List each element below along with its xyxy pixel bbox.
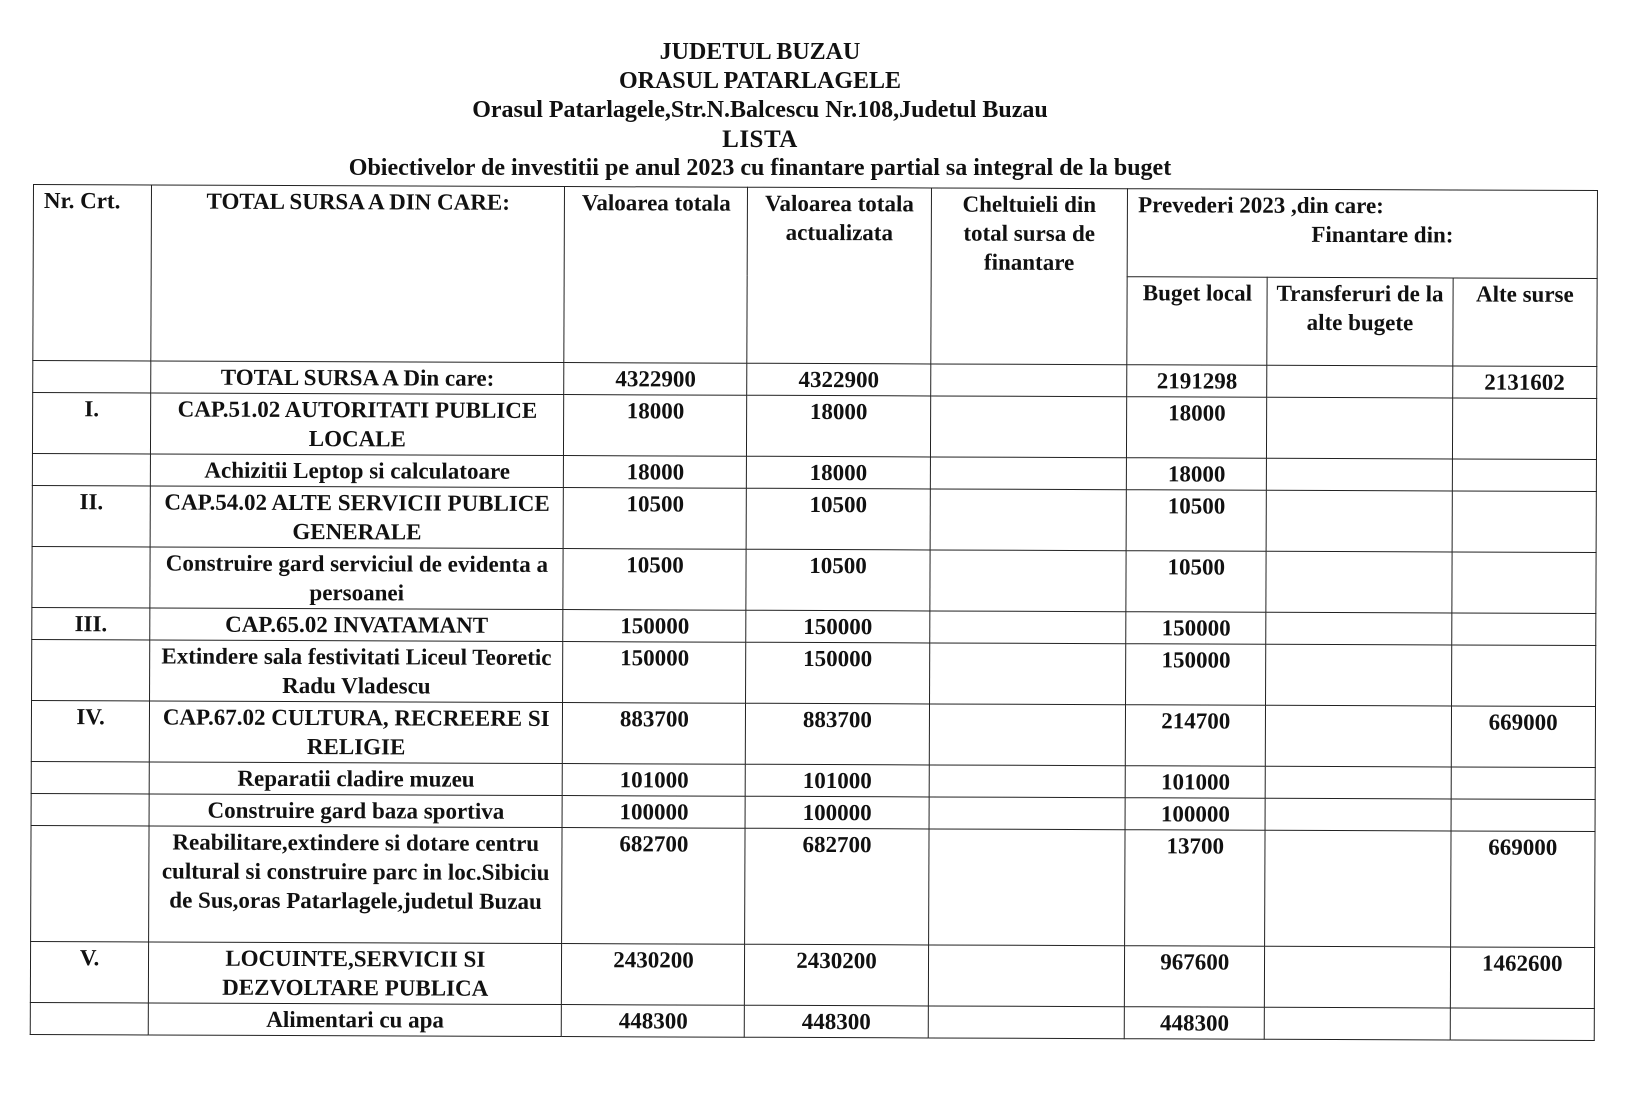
row-valoare-actualizata: 101000 bbox=[746, 764, 929, 797]
row-valoare-totala: 10500 bbox=[563, 549, 746, 611]
row-nr: V. bbox=[30, 941, 148, 1002]
row-cheltuieli bbox=[929, 765, 1126, 798]
table-row bbox=[30, 1002, 1594, 1040]
row-valoare-actualizata: 100000 bbox=[746, 796, 929, 829]
row-nr bbox=[32, 639, 150, 700]
row-nr bbox=[33, 361, 151, 393]
table-row bbox=[32, 393, 1596, 460]
row-valoare-actualizata: 4322900 bbox=[747, 363, 930, 396]
row-valoare-actualizata: 2430200 bbox=[745, 944, 928, 1006]
header-total-sursa: TOTAL SURSA A DIN CARE: bbox=[151, 185, 565, 363]
row-cheltuieli bbox=[929, 611, 1126, 644]
row-nr: III. bbox=[32, 607, 150, 639]
row-alte-surse bbox=[1451, 613, 1596, 646]
row-valoare-totala: 18000 bbox=[564, 395, 747, 457]
row-valoare-totala: 4322900 bbox=[564, 363, 747, 396]
table-row bbox=[32, 639, 1596, 706]
row-valoare-totala: 100000 bbox=[562, 796, 745, 829]
row-alte-surse bbox=[1451, 552, 1596, 614]
row-cheltuieli bbox=[928, 1006, 1125, 1039]
row-valoare-totala: 448300 bbox=[562, 1005, 745, 1038]
header-finantare-din: Finantare din: bbox=[1311, 221, 1454, 248]
row-objective: TOTAL SURSA A Din care: bbox=[151, 361, 564, 395]
header-cheltuieli: Cheltuieli din total sursa de finantare bbox=[930, 188, 1127, 365]
row-buget-local: 10500 bbox=[1126, 551, 1266, 613]
row-cheltuieli bbox=[930, 364, 1127, 397]
row-alte-surse: 669000 bbox=[1450, 831, 1595, 948]
header-transferuri: Transferuri de la alte bugete bbox=[1267, 277, 1452, 366]
row-valoare-totala: 150000 bbox=[563, 610, 746, 643]
row-nr bbox=[32, 546, 150, 607]
row-cheltuieli bbox=[928, 945, 1125, 1007]
row-buget-local: 2191298 bbox=[1127, 365, 1267, 398]
row-transferuri bbox=[1265, 946, 1450, 1008]
row-alte-surse bbox=[1451, 799, 1596, 832]
row-buget-local: 10500 bbox=[1126, 490, 1266, 552]
header-prevederi bbox=[1127, 189, 1597, 279]
row-transferuri bbox=[1266, 612, 1451, 645]
row-transferuri bbox=[1267, 365, 1452, 398]
row-transferuri bbox=[1266, 705, 1451, 767]
row-buget-local: 150000 bbox=[1126, 612, 1266, 645]
row-valoare-actualizata: 150000 bbox=[746, 642, 929, 704]
row-cheltuieli bbox=[928, 829, 1125, 946]
row-alte-surse: 2131602 bbox=[1452, 366, 1597, 399]
row-objective: Construire gard baza sportiva bbox=[149, 794, 562, 828]
investment-table bbox=[30, 184, 1598, 1041]
row-nr: II. bbox=[32, 485, 150, 546]
row-cheltuieli bbox=[930, 396, 1127, 458]
address-line: Orasul Patarlagele,Str.N.Balcescu Nr.108,Judetul Buzau bbox=[472, 97, 1048, 123]
row-valoare-actualizata: 682700 bbox=[745, 828, 929, 945]
row-transferuri bbox=[1265, 830, 1451, 947]
row-valoare-totala: 18000 bbox=[564, 456, 747, 489]
row-buget-local: 214700 bbox=[1125, 705, 1265, 767]
row-nr: I. bbox=[32, 393, 150, 454]
row-buget-local: 18000 bbox=[1127, 397, 1267, 459]
header-valoarea-actualizata: Valoarea totala actualizata bbox=[747, 187, 931, 364]
row-valoare-totala: 883700 bbox=[563, 703, 746, 765]
row-nr bbox=[32, 453, 150, 485]
row-nr bbox=[30, 1002, 148, 1034]
row-objective: CAP.67.02 CULTURA, RECREERE SI RELIGIE bbox=[149, 701, 562, 764]
county-title: JUDETUL BUZAU bbox=[659, 39, 861, 65]
table-row bbox=[31, 825, 1595, 947]
row-cheltuieli bbox=[929, 550, 1126, 612]
row-objective: Extindere sala festivitati Liceul Teoretic Radu Vladescu bbox=[150, 640, 563, 703]
header-row bbox=[33, 185, 1597, 279]
row-transferuri bbox=[1265, 798, 1450, 831]
row-buget-local: 448300 bbox=[1124, 1007, 1264, 1040]
row-transferuri bbox=[1267, 458, 1452, 491]
row-alte-surse bbox=[1451, 645, 1596, 707]
row-nr bbox=[31, 761, 149, 793]
row-valoare-totala: 682700 bbox=[562, 828, 746, 945]
town-title: ORASUL PATARLAGELE bbox=[618, 68, 902, 94]
header-alte-surse: Alte surse bbox=[1452, 278, 1597, 367]
row-nr bbox=[31, 825, 150, 941]
row-valoare-actualizata: 18000 bbox=[747, 395, 930, 457]
document-title: LISTA bbox=[722, 126, 798, 153]
row-buget-local: 967600 bbox=[1125, 946, 1265, 1008]
row-nr: IV. bbox=[31, 700, 149, 761]
row-alte-surse: 1462600 bbox=[1450, 947, 1595, 1009]
row-transferuri bbox=[1266, 766, 1451, 799]
row-objective: Construire gard serviciul de evidenta a persoanei bbox=[150, 547, 563, 610]
row-transferuri bbox=[1266, 490, 1451, 552]
table-row bbox=[30, 941, 1594, 1008]
row-objective: CAP.54.02 ALTE SERVICII PUBLICE GENERALE bbox=[150, 486, 563, 549]
row-transferuri bbox=[1267, 397, 1452, 459]
row-transferuri bbox=[1266, 644, 1451, 706]
row-objective: CAP.51.02 AUTORITATI PUBLICE LOCALE bbox=[151, 393, 564, 456]
row-objective: CAP.65.02 INVATAMANT bbox=[150, 608, 563, 642]
row-valoare-actualizata: 448300 bbox=[745, 1005, 928, 1038]
row-buget-local: 101000 bbox=[1125, 766, 1265, 799]
table-row bbox=[32, 546, 1596, 613]
row-valoare-actualizata: 10500 bbox=[747, 488, 930, 550]
row-alte-surse bbox=[1452, 398, 1597, 460]
row-cheltuieli bbox=[929, 643, 1126, 705]
header-buget-local: Buget local bbox=[1127, 277, 1268, 366]
row-buget-local: 150000 bbox=[1126, 644, 1266, 706]
row-alte-surse bbox=[1452, 459, 1597, 492]
row-objective: Achizitii Leptop si calculatoare bbox=[151, 454, 564, 488]
row-buget-local: 100000 bbox=[1125, 798, 1265, 831]
row-cheltuieli bbox=[929, 704, 1126, 766]
row-alte-surse bbox=[1451, 767, 1596, 800]
row-valoare-actualizata: 18000 bbox=[747, 456, 930, 489]
row-transferuri bbox=[1265, 1007, 1450, 1040]
row-valoare-actualizata: 10500 bbox=[746, 549, 929, 611]
header-nr-crt: Nr. Crt. bbox=[33, 185, 152, 361]
document-subtitle: Obiectivelor de investitii pe anul 2023 cu finantare partial sa integral de la buget bbox=[348, 155, 1172, 181]
row-valoare-totala: 2430200 bbox=[562, 944, 745, 1006]
row-valoare-totala: 101000 bbox=[563, 764, 746, 797]
header-valoarea-totala: Valoarea totala bbox=[564, 187, 748, 364]
row-valoare-totala: 150000 bbox=[563, 642, 746, 704]
header-prevederi-label: Prevederi 2023 ,din care: bbox=[1138, 192, 1384, 219]
table-row bbox=[31, 700, 1595, 767]
row-objective: Reabilitare,extindere si dotare centru cultural si construire parc in loc.Sibiciu de Sus,oras Patarlagele,judetul Buzau bbox=[149, 826, 563, 944]
row-alte-surse bbox=[1452, 491, 1597, 553]
row-valoare-totala: 10500 bbox=[564, 488, 747, 550]
row-cheltuieli bbox=[930, 457, 1127, 490]
row-objective: Alimentari cu apa bbox=[148, 1003, 561, 1037]
row-transferuri bbox=[1266, 551, 1451, 613]
row-objective: LOCUINTE,SERVICII SI DEZVOLTARE PUBLICA bbox=[149, 942, 562, 1005]
row-alte-surse bbox=[1450, 1008, 1595, 1041]
row-objective: Reparatii cladire muzeu bbox=[149, 762, 562, 796]
row-buget-local: 18000 bbox=[1127, 458, 1267, 491]
row-cheltuieli bbox=[930, 489, 1127, 551]
row-cheltuieli bbox=[929, 797, 1126, 830]
row-buget-local: 13700 bbox=[1125, 830, 1266, 947]
row-nr bbox=[31, 793, 149, 825]
table-row bbox=[32, 485, 1596, 552]
row-valoare-actualizata: 883700 bbox=[746, 703, 929, 765]
row-valoare-actualizata: 150000 bbox=[746, 610, 929, 643]
row-alte-surse: 669000 bbox=[1451, 706, 1596, 768]
document-header bbox=[0, 38, 1520, 183]
